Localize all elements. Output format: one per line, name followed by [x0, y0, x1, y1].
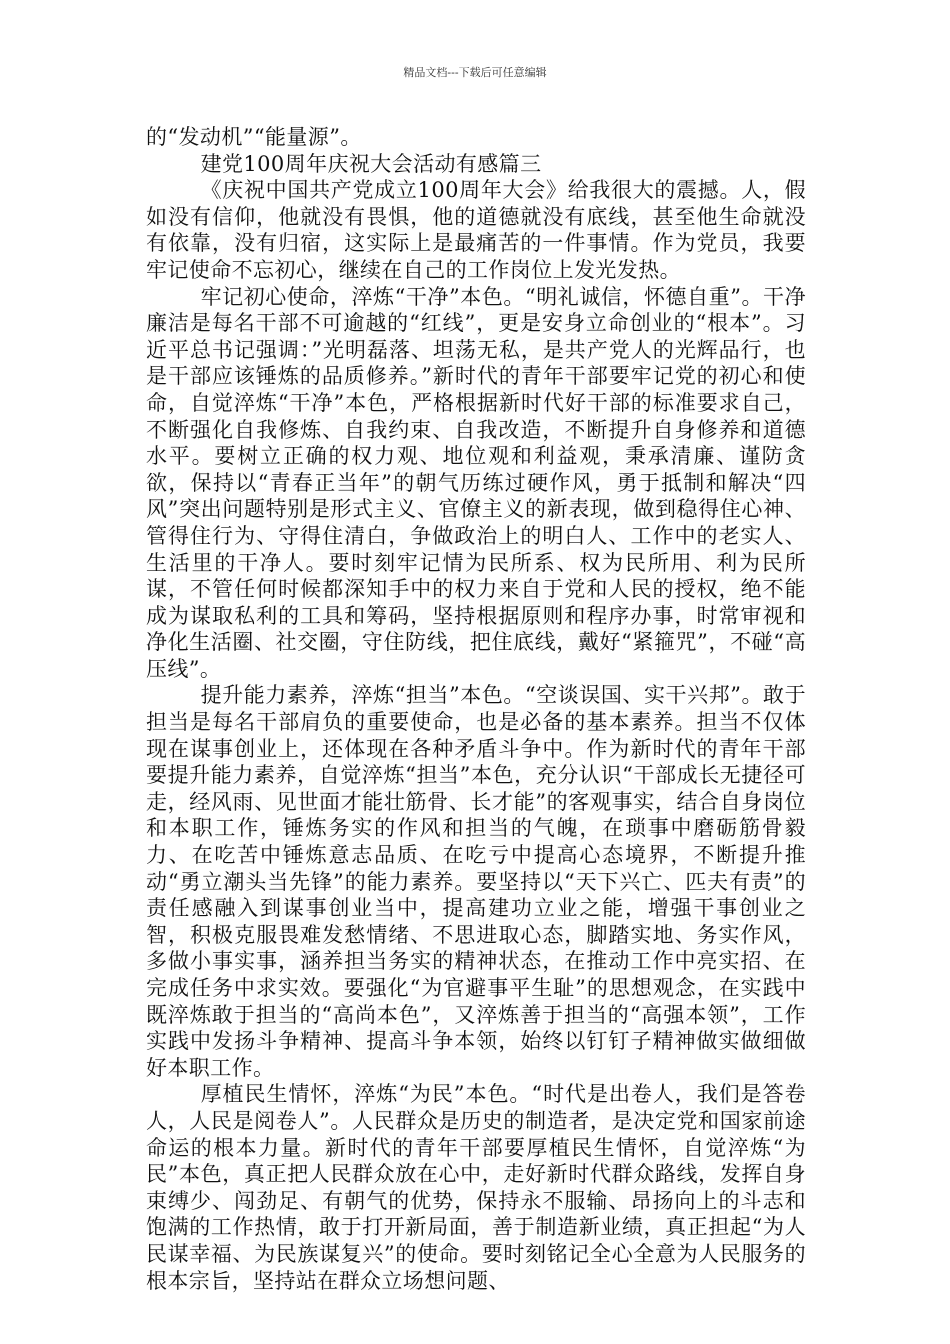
paragraph-continuation: 的“发动机”“能量源”。	[146, 125, 362, 149]
page-header	[0, 66, 950, 80]
page-header-text: 精品文档---下载后可任意编辑	[403, 66, 547, 79]
paragraph-intro: 《庆祝中国共产党成立100周年大会》给我很大的震撼。人，假如没有信仰，他就没有畏惧，他的道德就没有底线，甚至他生命就没有依靠，没有归宿，这实际上是最痛苦的一件事情。作为党员，我要牢记使命不忘初心，继续在自己的工作岗位上发光发热。	[146, 178, 806, 282]
paragraph-people: 厚植民生情怀，淬炼“为民”本色。“时代是出卷人，我们是答卷人，人民是阅卷人”。人民群众是历史的制造者，是决定党和国家前途命运的根本力量。新时代的青年干部要厚植民生情怀，自觉淬炼“为民”本色，真正把人民群众放在心中，走好新时代群众路线，发挥自身束缚少、闯劲足、有朝气的优势，保持永不服输、昂扬向上的斗志和饱满的工作热情，敢于打开新局面，善于制造新业绩，真正担起“为人民谋幸福、为民族谋复兴”的使命。要时刻铭记全心全意为人民服务的根本宗旨，坚持站在群众立场想问题、	[146, 1082, 806, 1293]
paragraph-responsibility: 提升能力素养，淬炼“担当”本色。“空谈误国、实干兴邦”。敢于担当是每名干部肩负的重要使命，也是必备的基本素养。担当不仅体现在谋事创业上，还体现在各种矛盾斗争中。作为新时代的青年干部要提升能力素养，自觉淬炼“担当”本色，充分认识“干部成长无捷径可走，经风雨、见世面才能壮筋骨、长才能”的客观事实，结合自身岗位和本职工作，锤炼务实的作风和担当的气魄，在琐事中磨砺筋骨毅力、在吃苦中锤炼意志品质、在吃亏中提高心态境界，不断提升推动“勇立潮头当先锋”的能力素养。要坚持以“天下兴亡、匹夫有责”的责任感融入到谋事创业当中，提高建功立业之能，增强干事创业之智，积极克服畏难发愁情绪、不思进取心态，脚踏实地、务实作风，多做小事实事，涵养担当务实的精神状态，在推动工作中亮实招、在完成任务中求实效。要强化“为官避事平生耻”的思想观念，在实践中既淬炼敢于担当的“高尚本色”，又淬炼善于担当的“高强本领”，工作实践中发扬斗争精神、提高斗争本领，始终以钉钉子精神做实做细做好本职工作。	[146, 683, 806, 1080]
document-body	[146, 124, 806, 1294]
section-heading: 建党100周年庆祝大会活动有感篇三	[200, 151, 542, 176]
paragraph-clean: 牢记初心使命，淬炼“干净”本色。“明礼诚信，怀德自重”。干净廉洁是每名干部不可逾越的“红线”，更是安身立命创业的“根本”。习近平总书记强调：”光明磊落、坦荡无私，是共产党人的光辉品行，也是干部应该锤炼的品质修养。”新时代的青年干部要牢记党的初心和使命，自觉淬炼“干净”本色，严格根据新时代好干部的标准要求自己，不断强化自我修炼、自我约束、自我改造，不断提升自身修养和道德水平。要树立正确的权力观、地位观和利益观，秉承清廉、谨防贪欲，保持以“青春正当年”的朝气历练过硬作风，勇于抵制和解决“四风”突出问题特别是形式主义、官僚主义的新表现，做到稳得住心神、管得住行为、守得住清白，争做政治上的明白人、工作中的老实人、生活里的干净人。要时刻牢记情为民所系、权为民所用、利为民所谋，不管任何时候都深知手中的权力来自于党和人民的授权，绝不能成为谋取私利的工具和筹码，坚持根据原则和程序办事，时常审视和净化生活圈、社交圈，守住防线，把住底线，戴好“紧箍咒”，不碰“高压线”。	[146, 284, 806, 681]
